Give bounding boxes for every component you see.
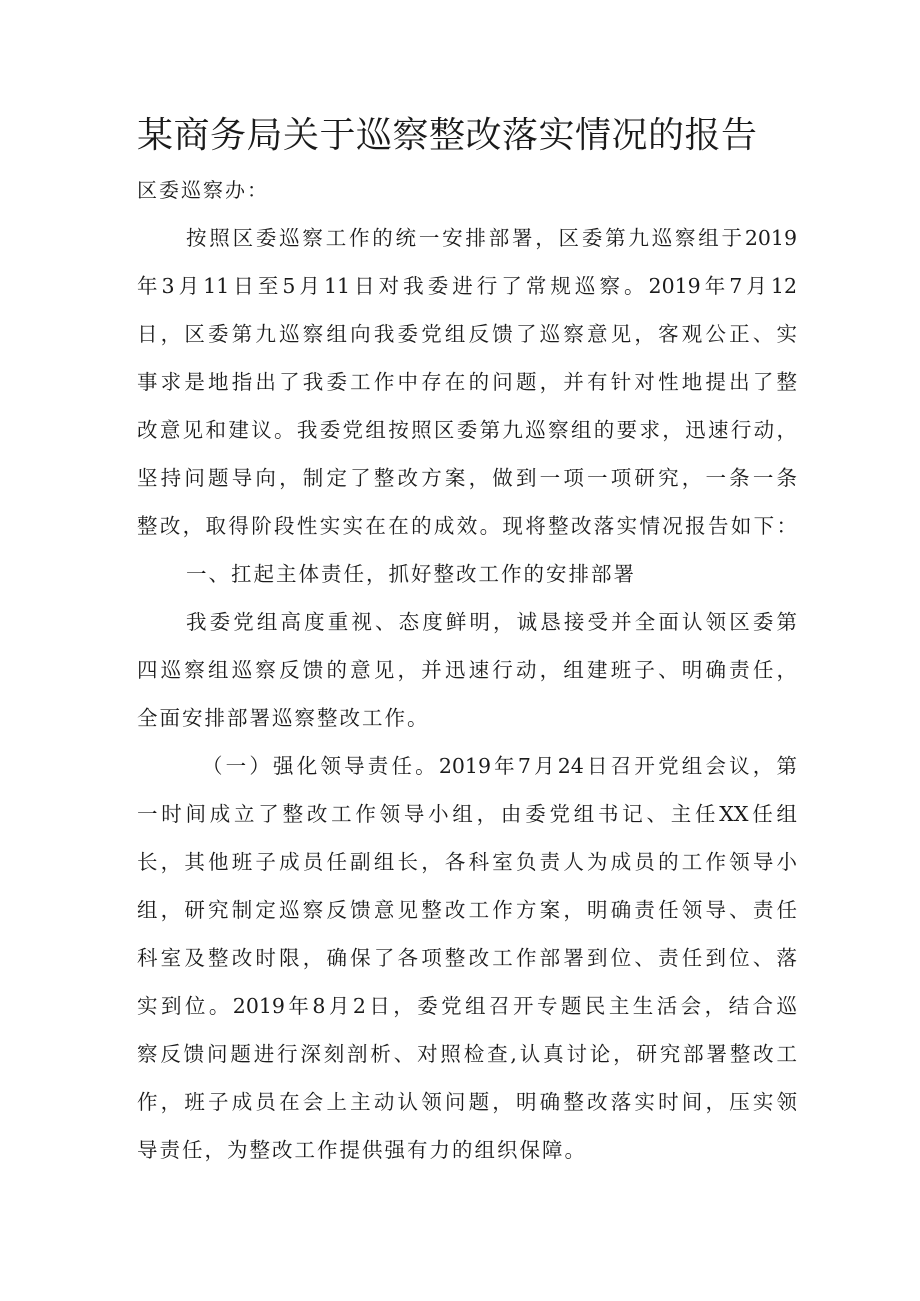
paragraph-line: 整改，取得阶段性实实在在的成效。现将整改落实情况报告如下： (137, 514, 797, 538)
paragraph-line: 四巡察组巡察反馈的意见，并迅速行动，组建班子、明确责任， (137, 658, 797, 682)
paragraph-line: 察反馈问题进行深刻剖析、对照检查,认真讨论，研究部署整改工 (137, 1042, 797, 1066)
paragraph-line: 实到位。2019年8月2日，委党组召开专题民主生活会，结合巡 (137, 994, 797, 1018)
paragraph-line: 按照区委巡察工作的统一安排部署，区委第九巡察组于2019 (186, 226, 797, 250)
paragraph-line: 导责任，为整改工作提供强有力的组织保障。 (137, 1138, 587, 1162)
paragraph-line: 我委党组高度重视、态度鲜明，诚恳接受并全面认领区委第 (186, 610, 797, 634)
paragraph-line: （一）强化领导责任。2019年7月24日召开党组会议，第 (202, 754, 797, 778)
paragraph-line: 事求是地指出了我委工作中存在的问题，并有针对性地提出了整 (137, 370, 797, 394)
salutation: 区委巡察办： (137, 178, 269, 202)
paragraph-line: 组，研究制定巡察反馈意见整改工作方案，明确责任领导、责任 (137, 898, 797, 922)
paragraph-line: 作，班子成员在会上主动认领问题，明确整改落实时间，压实领 (137, 1090, 797, 1114)
paragraph-line: 日，区委第九巡察组向我委党组反馈了巡察意见，客观公正、实 (137, 322, 797, 346)
document-title: 某商务局关于巡察整改落实情况的报告 (137, 115, 758, 156)
paragraph-line: 全面安排部署巡察整改工作。 (137, 706, 430, 730)
paragraph-line: 坚持问题导向，制定了整改方案，做到一项一项研究，一条一条 (137, 466, 797, 490)
section-heading: 一、扛起主体责任，抓好整改工作的安排部署 (186, 562, 636, 586)
paragraph-line: 改意见和建议。我委党组按照区委第九巡察组的要求，迅速行动， (137, 418, 797, 442)
paragraph-line: 科室及整改时限，确保了各项整改工作部署到位、责任到位、落 (137, 946, 797, 970)
paragraph-line: 年3月11日至5月11日对我委进行了常规巡察。2019年7月12 (137, 274, 797, 298)
paragraph-line: 一时间成立了整改工作领导小组，由委党组书记、主任XX任组 (137, 802, 797, 826)
paragraph-line: 长，其他班子成员任副组长，各科室负责人为成员的工作领导小 (137, 850, 797, 874)
